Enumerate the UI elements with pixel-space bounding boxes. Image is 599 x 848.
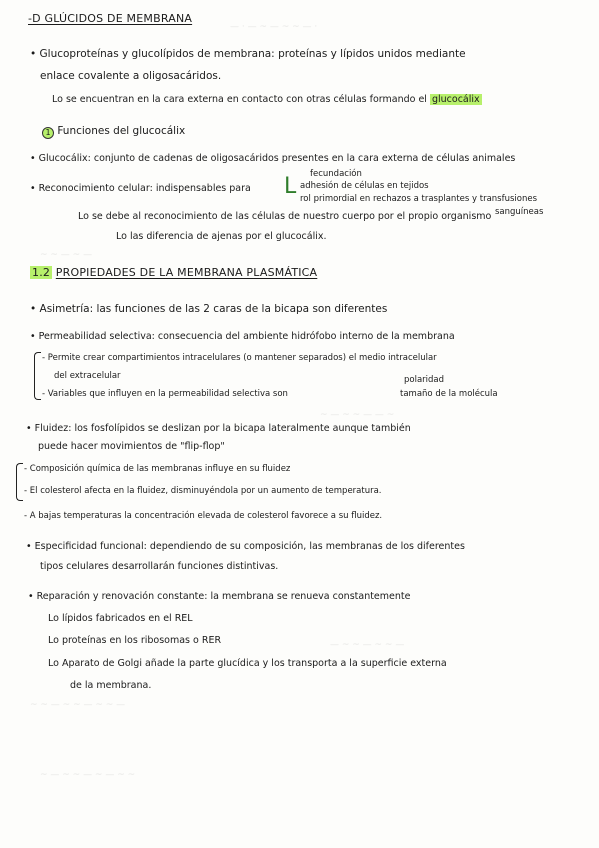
cell-recognition-line: • Reconocimiento celular: indispensables para xyxy=(30,183,251,194)
functions-subtitle xyxy=(42,125,185,139)
functional-specificity-line: • Especificidad funcional: dependiendo de su composición, las membranas de los diferentes xyxy=(26,541,465,552)
fluidity-sub-low-temp: - A bajas temperaturas la concentración elevada de colesterol favorece a su fluidez. xyxy=(24,511,383,521)
asymmetry-line: • Asimetría: las funciones de las 2 caras de la bicapa son diferentes xyxy=(30,303,388,315)
difference-line: Lo las diferencia de ajenas por el glucocálix. xyxy=(116,231,327,242)
curly-brace-icon xyxy=(34,352,41,400)
glucocalix-definition: • Glucocálix: conjunto de cadenas de oligosacáridos presentes en la cara externa de células animales xyxy=(30,153,516,164)
bleed-through-text: ~ ~ — ~ ~ — ~ ~ — xyxy=(30,700,126,710)
functional-specificity-line-cont: tipos celulares desarrollarán funciones distintivas. xyxy=(40,561,279,572)
glycocalyx-location-line xyxy=(52,93,482,106)
fluidity-line: • Fluidez: los fosfolípidos se deslizan por la bicapa lateralmente aunque también xyxy=(26,423,411,434)
glycoproteins-line-cont: enlace covalente a oligosacáridos. xyxy=(40,70,222,82)
self-recognition-line: Lo se debe al reconocimiento de las células de nuestro cuerpo por el propio organismo xyxy=(78,211,492,222)
section-number-badge: 1.2 xyxy=(32,266,51,279)
repair-sub-lipids: Lo lípidos fabricados en el REL xyxy=(48,613,193,624)
recognition-note-rejection: rol primordial en rechazos a trasplantes y transfusiones xyxy=(300,194,538,204)
glycocalyx-location-text: Lo se encuentran en la cara externa en contacto con otras células formando el xyxy=(52,94,427,105)
permeability-note-size: tamaño de la molécula xyxy=(400,389,498,399)
permeability-line: • Permeabilidad selectiva: consecuencia del ambiente hidrófobo interno de la membrana xyxy=(30,331,455,342)
bleed-through-text: — ~ ~ — ~ ~ — xyxy=(330,640,405,650)
recognition-note-adhesion: adhesión de células en tejidos xyxy=(300,181,429,191)
bleed-through-text: ~ ~ — ~ — xyxy=(40,250,93,260)
fluidity-sub-cholesterol: - El colesterol afecta en la fluidez, disminuyéndola por un aumento de temperatura. xyxy=(24,486,382,496)
glycoproteins-line: • Glucoproteínas y glucolípidos de membrana: proteínas y lípidos unidos mediante xyxy=(30,48,466,60)
permeability-sub-compartments: - Permite crear compartimientos intracelulares (o mantener separados) el medio intracelular xyxy=(42,353,437,363)
permeability-sub-compartments-cont: del extracelular xyxy=(54,371,121,381)
section-title-membrane-glycides: -D GLÚCIDOS DE MEMBRANA xyxy=(28,12,193,25)
recognition-note-fecundation: fecundación xyxy=(310,169,362,179)
glucocalix-highlight: glucocálix xyxy=(431,94,480,105)
bleed-through-text: ~ — ~ ~ — — ~ xyxy=(320,410,395,420)
permeability-note-polarity: polaridad xyxy=(404,375,445,385)
bracket-arrow-icon: L xyxy=(284,174,297,199)
recognition-note-blood: sanguíneas xyxy=(495,207,544,217)
repair-sub-golgi: Lo Aparato de Golgi añade la parte glucídica y los transporta a la superficie externa xyxy=(48,658,447,669)
fluidity-sub-composition: - Composición química de las membranas influye en su fluidez xyxy=(24,464,291,474)
section-title-membrane-properties xyxy=(30,266,317,279)
repair-sub-proteins: Lo proteínas en los ribosomas o RER xyxy=(48,635,222,646)
section-title-text: PROPIEDADES DE LA MEMBRANA PLASMÁTICA xyxy=(55,266,318,279)
fluidity-line-cont: puede hacer movimientos de "flip-flop" xyxy=(38,441,225,452)
functions-subtitle-text: Funciones del glucocálix xyxy=(57,125,186,137)
bleed-through-text: — · — ~ — ~ ~ — · xyxy=(230,22,318,32)
curly-brace-icon xyxy=(16,463,23,501)
permeability-sub-variables: - Variables que influyen en la permeabilidad selectiva son xyxy=(42,389,288,399)
repair-renewal-line: • Reparación y renovación constante: la membrana se renueva constantemente xyxy=(28,591,411,602)
bleed-through-text: ~ — ~ ~ — ~ — ~ ~ xyxy=(40,770,136,780)
repair-sub-golgi-cont: de la membrana. xyxy=(70,680,152,691)
numbered-circle-icon: 1 xyxy=(42,127,54,139)
